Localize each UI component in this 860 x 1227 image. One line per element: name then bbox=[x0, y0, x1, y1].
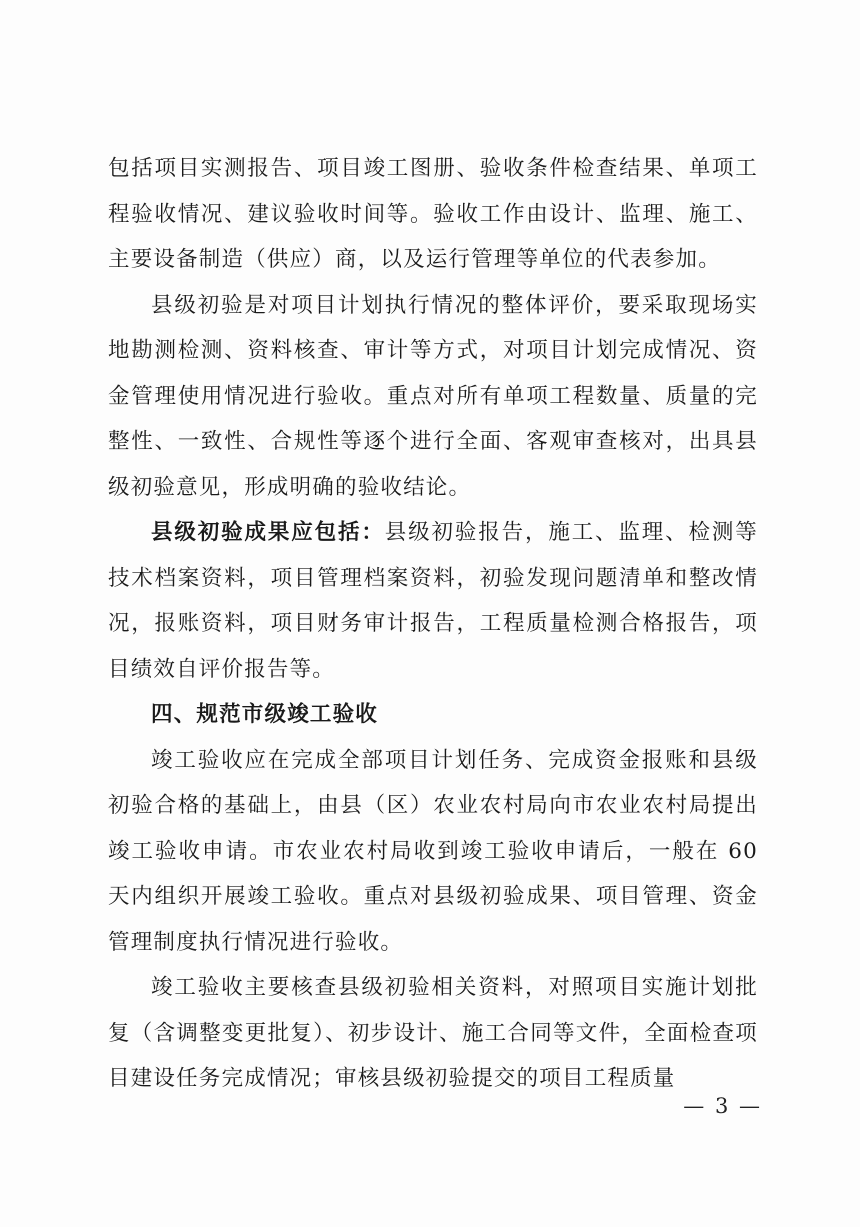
section-heading: 四、规范市级竣工验收 bbox=[151, 702, 379, 727]
page-number: — 3 — bbox=[683, 1094, 762, 1118]
paragraph-county-inspection: 县级初验是对项目计划执行情况的整体评价，要采取现场实地勘测检测、资料核查、审计等方式，对项目计划完成情况、资金管理使用情况进行验收。重点对所有单项工程数量、质量的完整性、一致性、合规性等逐个进行全面、客观审查核对，出具县级初验意见，形成明确的验收结论。 bbox=[108, 292, 758, 500]
paragraph-continuation: 包括项目实测报告、项目竣工图册、验收条件检查结果、单项工程验收情况、建议验收时间等。验收工作由设计、监理、施工、主要设备制造（供应）商，以及运行管理等单位的代表参加。 bbox=[108, 156, 758, 272]
paragraph-completion-acceptance: 竣工验收应在完成全部项目计划任务、完成资金报账和县级初验合格的基础上，由县（区）农业农村局向市农业农村局提出竣工验收申请。市农业农村局收到竣工验收申请后，一般在 60 天内组织开展竣工验收。重点对县级初验成果、项目管理、资金管理制度执行情况进行验收。 bbox=[108, 747, 758, 955]
document-body bbox=[108, 146, 758, 1102]
paragraph-completion-review: 竣工验收主要核查县级初验相关资料，对照项目实施计划批复（含调整变更批复）、初步设计、施工合同等文件，全面检查项目建设任务完成情况；审核县级初验提交的项目工程质量 bbox=[108, 975, 758, 1091]
paragraph-county-results bbox=[108, 510, 758, 692]
paragraph-body: 县级初验报告，施工、监理、检测等技术档案资料，项目管理档案资料，初验发现问题清单和整改情况，报账资料，项目财务审计报告，工程质量检测合格报告，项目绩效自评价报告等。 bbox=[108, 520, 758, 682]
paragraph-lead-bold: 县级初验成果应包括： bbox=[151, 520, 385, 545]
